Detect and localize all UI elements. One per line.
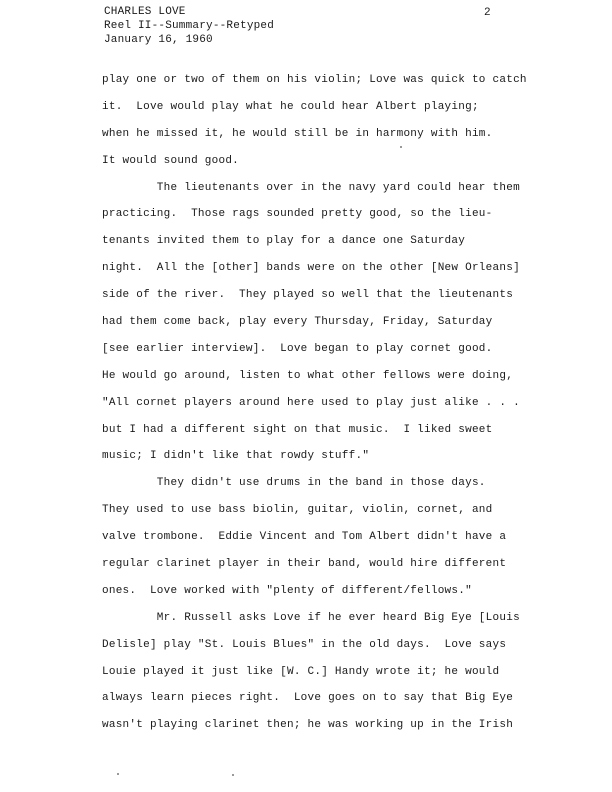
text-line: but I had a different sight on that music. I liked sweet: [102, 423, 493, 436]
text-line: They didn't use drums in the band in those days.: [102, 477, 486, 490]
text-line: wasn't playing clarinet then; he was working up in the Irish: [102, 719, 514, 732]
text-line: it. Love would play what he could hear Albert playing;: [102, 100, 479, 113]
text-line: tenants invited them to play for a dance one Saturday: [102, 235, 466, 248]
text-line: [see earlier interview]. Love began to play cornet good.: [102, 342, 493, 355]
body-text: [102, 67, 582, 739]
scan-speck: [117, 773, 119, 775]
text-line: Delisle] play "St. Louis Blues" in the old days. Love says: [102, 638, 507, 651]
text-line: play one or two of them on his violin; Love was quick to catch: [102, 74, 527, 86]
text-line: They used to use bass biolin, guitar, violin, cornet, and: [102, 504, 493, 517]
scan-speck: [232, 774, 234, 776]
text-line: "All cornet players around here used to play just alike . . .: [102, 396, 520, 409]
page-header: [104, 5, 274, 47]
text-line: He would go around, listen to what other fellows were doing,: [102, 369, 514, 382]
text-line: The lieutenants over in the navy yard could hear them: [102, 181, 520, 194]
scan-speck: [400, 146, 402, 148]
text-line: music; I didn't like that rowdy stuff.": [102, 450, 370, 463]
text-line: night. All the [other] bands were on the other [New Orleans]: [102, 262, 520, 275]
header-date: January 16, 1960: [104, 34, 213, 46]
text-line: always learn pieces right. Love goes on to say that Big Eye: [102, 692, 514, 705]
text-line: when he missed it, he would still be in harmony with him.: [102, 127, 493, 140]
page-number: 2: [484, 7, 491, 19]
text-line: Louie played it just like [W. C.] Handy wrote it; he would: [102, 665, 500, 678]
text-line: side of the river. They played so well that the lieutenants: [102, 289, 514, 302]
header-reel: Reel II--Summary--Retyped: [104, 20, 275, 32]
text-line: valve trombone. Eddie Vincent and Tom Albert didn't have a: [102, 531, 507, 544]
header-title: CHARLES LOVE: [104, 6, 186, 18]
text-line: It would sound good.: [102, 154, 240, 167]
text-line: practicing. Those rags sounded pretty good, so the lieu-: [102, 208, 493, 221]
text-line: Mr. Russell asks Love if he ever heard Big Eye [Louis: [102, 611, 520, 624]
text-line: ones. Love worked with "plenty of different/fellows.": [102, 584, 472, 597]
text-line: regular clarinet player in their band, would hire different: [102, 558, 507, 571]
text-line: had them come back, play every Thursday, Friday, Saturday: [102, 316, 493, 329]
